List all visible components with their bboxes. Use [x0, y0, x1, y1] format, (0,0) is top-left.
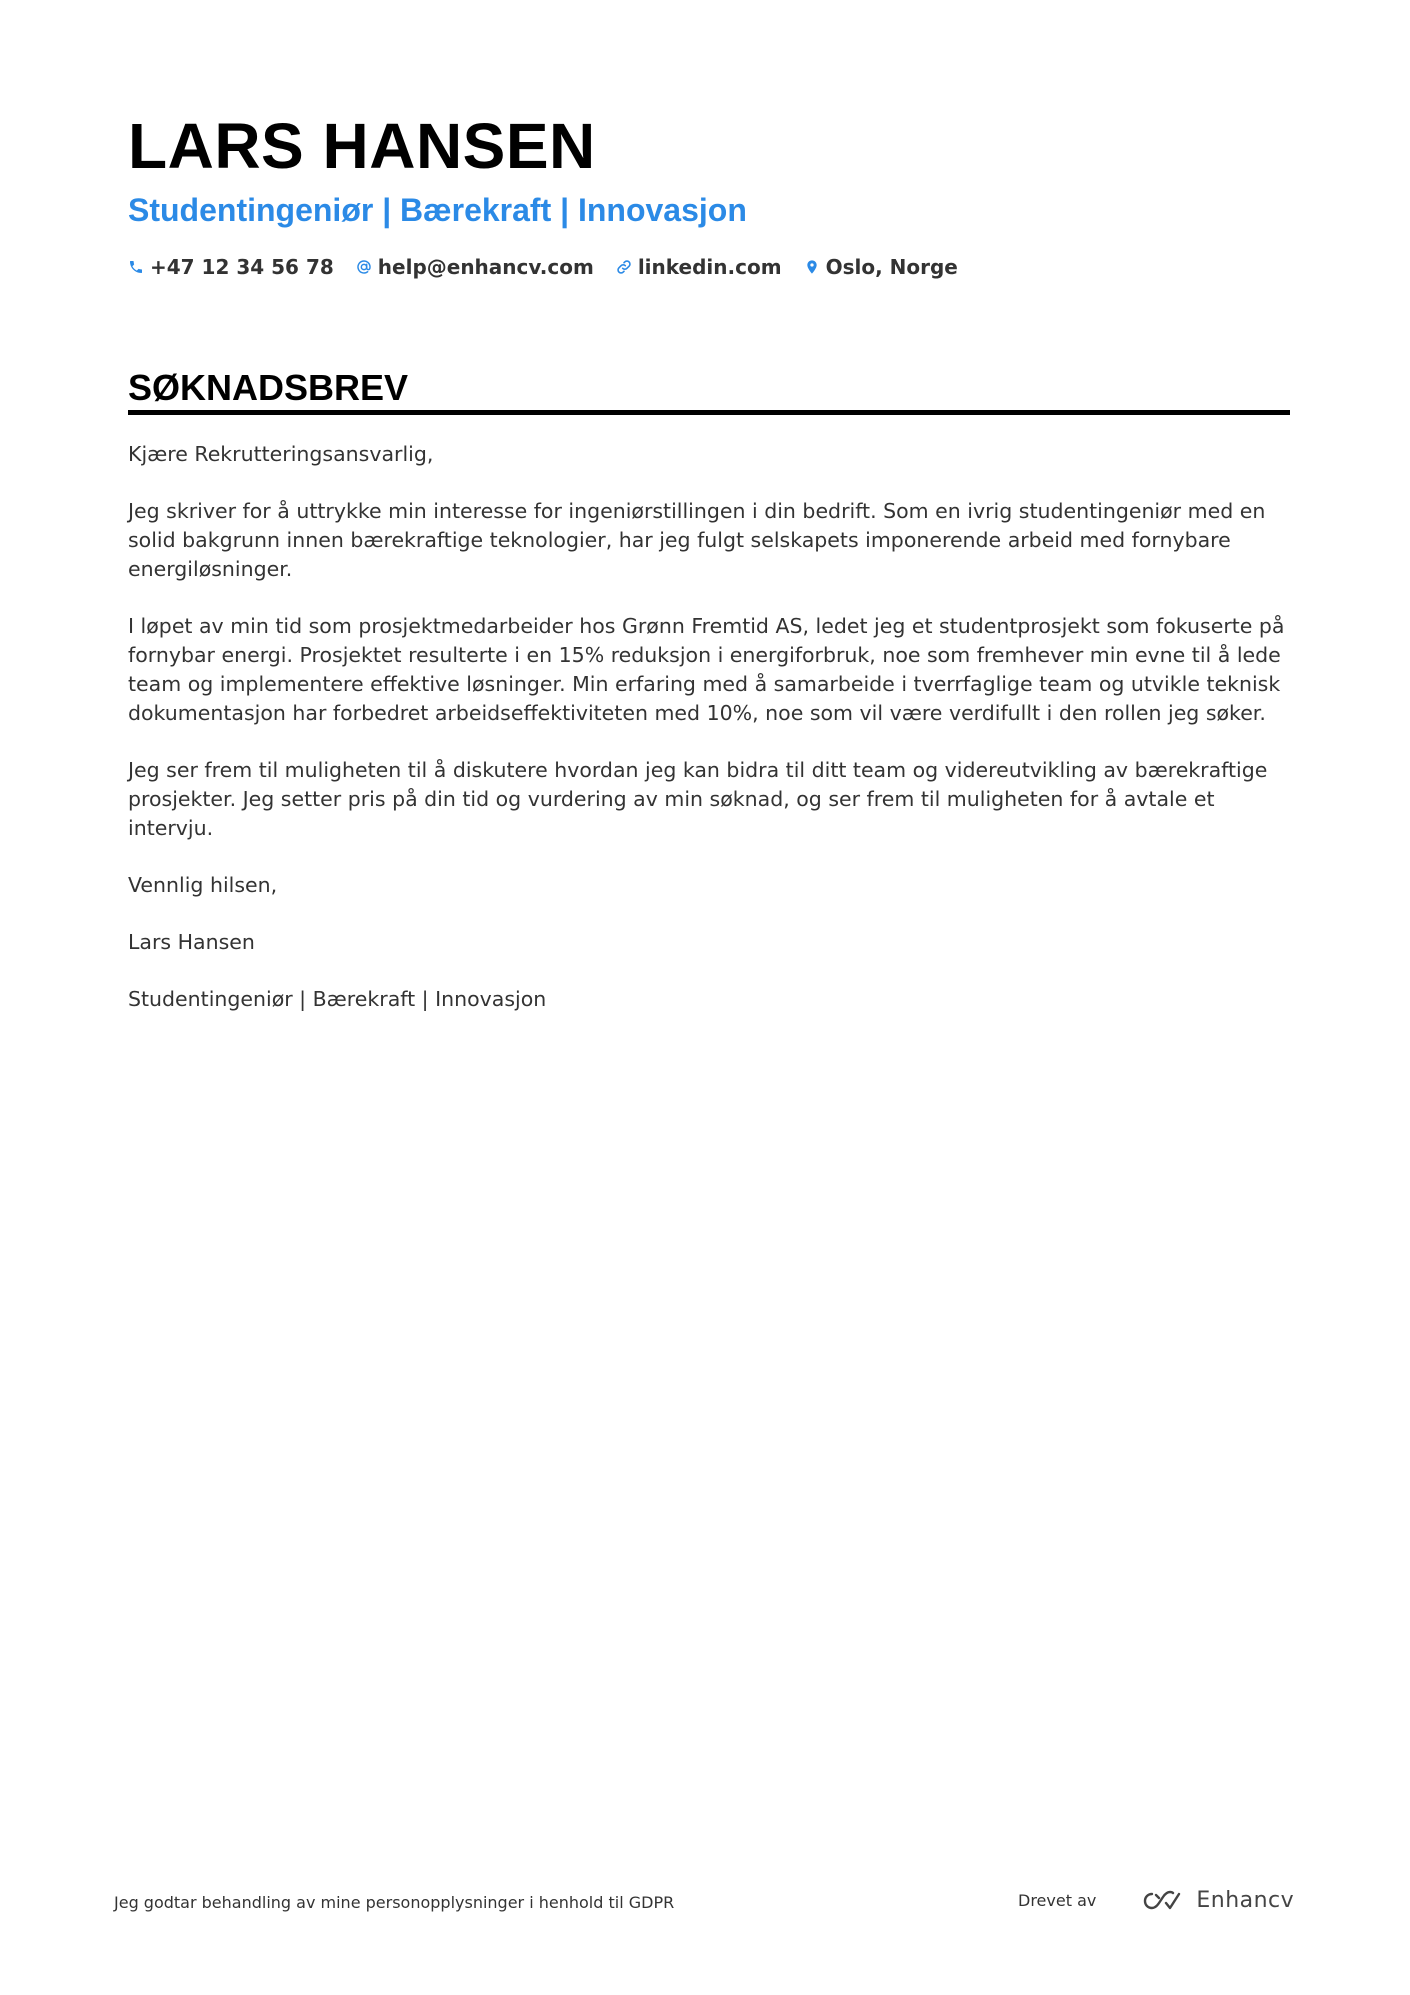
email-text: help@enhancv.com [377, 255, 594, 279]
enhancv-logo-icon [1140, 1888, 1186, 1914]
footer-branding [1018, 1888, 1294, 1914]
contact-email[interactable] [356, 252, 594, 282]
contact-bar [128, 252, 980, 282]
brand-logo[interactable] [1140, 1888, 1294, 1914]
letter-paragraph: I løpet av min tid som prosjektmedarbeider hos Grønn Fremtid AS, ledet jeg et studentprosjekt som fokuserte på fornybar energi. Prosjektet resulterte i en 15% reduksjon i energiforbruk, noe som fremhever min evne til å lede team og implementere effektive løsninger. Min erfaring med å samarbeide i tverrfaglige team og utvikle teknisk dokumentasjon har forbedret arbeidseffektiviteten med 10%, noe som vil være verdifullt i den rollen jeg søker. [128, 614, 1285, 725]
linkedin-text: linkedin.com [637, 255, 782, 279]
brand-name: Enhancv [1196, 1888, 1295, 1913]
signature-title: Studentingeniør | Bærekraft | Innovasjon [128, 987, 547, 1011]
letter-body [128, 440, 1298, 1042]
location-pin-icon [804, 259, 820, 275]
contact-location [804, 252, 958, 282]
phone-icon [128, 259, 144, 275]
gdpr-consent: Jeg godtar behandling av mine personopplysninger i henhold til GDPR [114, 1893, 675, 1912]
section-divider [128, 410, 1290, 415]
at-icon [356, 259, 372, 275]
applicant-headline: Studentingeniør | Bærekraft | Innovasjon [128, 192, 747, 228]
contact-linkedin[interactable] [616, 252, 782, 282]
contact-phone[interactable] [128, 252, 334, 282]
applicant-name: LARS HANSEN [128, 110, 596, 182]
powered-by-label: Drevet av [1018, 1891, 1097, 1910]
location-text: Oslo, Norge [825, 255, 958, 279]
section-title: SØKNADSBREV [128, 367, 409, 408]
phone-text: +47 12 34 56 78 [150, 255, 334, 279]
letter-paragraph: Jeg ser frem til muligheten til å diskutere hvordan jeg kan bidra til ditt team og videreutvikling av bærekraftige prosjekter. Jeg setter pris på din tid og vurdering av min søknad, og ser frem til muligheten for å avtale et intervju. [128, 758, 1268, 840]
letter-greeting: Kjære Rekrutteringsansvarlig, [128, 442, 434, 466]
letter-paragraph: Jeg skriver for å uttrykke min interesse for ingeniørstillingen i din bedrift. Som en ivrig studentingeniør med en solid bakgrunn innen bærekraftige teknologier, har jeg fulgt selskapets imponerende arbeid med fornybare energiløsninger. [128, 499, 1266, 581]
link-icon [616, 259, 632, 275]
signature-name: Lars Hansen [128, 930, 255, 954]
letter-closing: Vennlig hilsen, [128, 873, 278, 897]
